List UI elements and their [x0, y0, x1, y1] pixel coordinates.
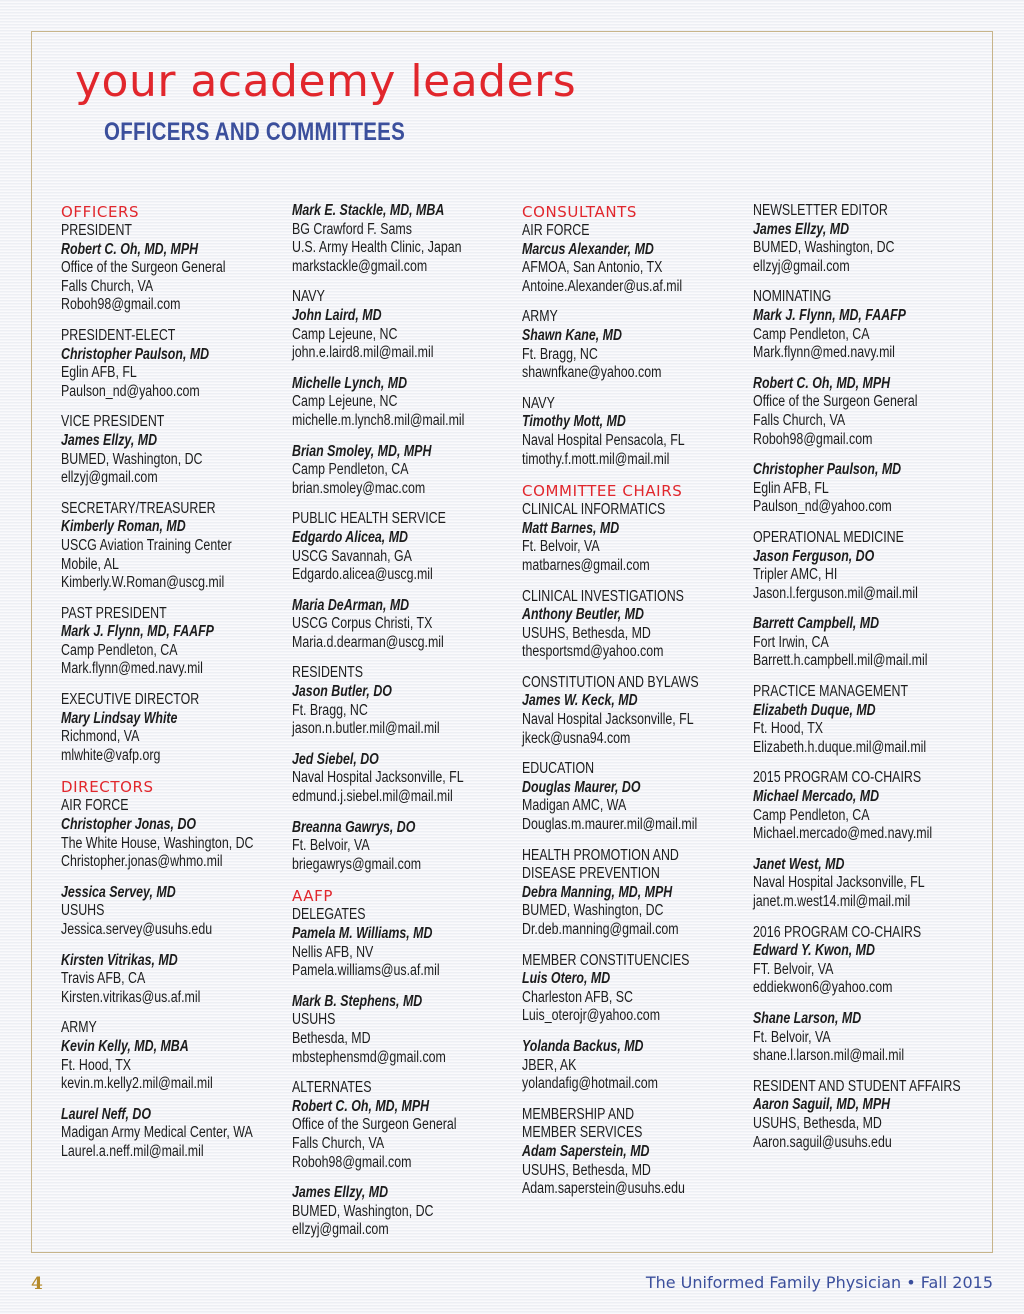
directory-entry [522, 674, 750, 748]
column-4 [753, 202, 981, 1164]
email-address: michelle.m.lynch8.mil@mail.mil [292, 411, 465, 429]
entry-detail: Nellis AFB, NV [292, 943, 374, 961]
position-title: ALTERNATES [292, 1079, 372, 1097]
member-name: Mark J. Flynn, MD, FAAFP [753, 306, 906, 324]
entry-detail: USUHS, Bethesda, MD [522, 1161, 651, 1179]
position-title: RESIDENT AND STUDENT AFFAIRS [753, 1077, 961, 1095]
email-address: shane.l.larson.mil@mail.mil [753, 1047, 905, 1065]
position-title: EXECUTIVE DIRECTOR [61, 691, 200, 709]
directory-entry [292, 597, 520, 653]
member-name: Robert C. Oh, MD, MPH [292, 1097, 430, 1115]
member-name: Jason Ferguson, DO [753, 547, 875, 565]
member-name: Marcus Alexander, MD [522, 240, 654, 258]
member-name: Kirsten Vitrikas, MD [61, 951, 178, 969]
email-address: ellzyj@gmail.com [292, 1221, 389, 1239]
position-title: PUBLIC HEALTH SERVICE [292, 510, 446, 528]
column-1 [61, 202, 289, 1174]
member-name: Yolanda Backus, MD [522, 1037, 644, 1055]
page-subtitle: OFFICERS AND COMMITTEES [104, 118, 406, 146]
directory-entry [292, 906, 520, 980]
directory-entry [61, 605, 289, 679]
directory-entry [61, 884, 289, 940]
member-name: James Ellzy, MD [753, 220, 850, 238]
member-name: Michelle Lynch, MD [292, 374, 408, 392]
entry-detail: USCG Aviation Training Center [61, 536, 232, 554]
directory-entry [522, 308, 750, 382]
email-address: john.e.laird8.mil@mail.mil [292, 344, 434, 362]
member-name: Shawn Kane, MD [522, 326, 622, 344]
email-address: Christopher.jonas@whmo.mil [61, 853, 223, 871]
email-address: Adam.saperstein@usuhs.edu [522, 1180, 685, 1198]
entry-detail: Camp Lejeune, NC [292, 393, 398, 411]
member-name: Anthony Beutler, MD [522, 606, 644, 624]
directory-entry [61, 327, 289, 401]
member-name: James Ellzy, MD [61, 431, 158, 449]
section-heading: OFFICERS [61, 203, 140, 221]
entry-detail: Madigan Army Medical Center, WA [61, 1124, 253, 1142]
entry-detail: Camp Pendleton, CA [753, 325, 870, 343]
position-title: CLINICAL INVESTIGATIONS [522, 587, 684, 605]
email-address: brian.smoley@mac.com [292, 479, 426, 497]
email-address: Luis_oterojr@yahoo.com [522, 1007, 661, 1025]
email-address: shawnfkane@yahoo.com [522, 364, 662, 382]
entry-detail: JBER, AK [522, 1056, 577, 1074]
entry-detail: Ft. Belvoir, VA [292, 837, 370, 855]
position-title: SECRETARY/TREASURER [61, 499, 216, 517]
entry-detail: Falls Church, VA [292, 1134, 385, 1152]
email-address: Laurel.a.neff.mil@mail.mil [61, 1142, 204, 1160]
email-address: Paulson_nd@yahoo.com [61, 382, 200, 400]
position-title: NAVY [292, 288, 325, 306]
section-heading: COMMITTEE CHAIRS [522, 482, 683, 501]
entry-detail: Richmond, VA [61, 728, 140, 746]
email-address: markstackle@gmail.com [292, 257, 428, 275]
directory-entry [292, 664, 520, 738]
position-title: DISEASE PREVENTION [522, 865, 660, 883]
directory-entry [522, 588, 750, 662]
member-name: Pamela M. Williams, MD [292, 925, 433, 942]
member-name: Elizabeth Duque, MD [753, 701, 876, 719]
directory-entry [292, 375, 520, 431]
email-address: Pamela.williams@us.af.mil [292, 962, 440, 980]
entry-detail: BG Crawford F. Sams [292, 220, 412, 238]
position-title: PRACTICE MANAGEMENT [753, 683, 909, 701]
member-name: Jed Siebel, DO [292, 750, 379, 768]
directory-entry [522, 395, 750, 469]
directory-entry [522, 760, 750, 834]
directory-entry [753, 856, 981, 912]
email-address: eddiekwon6@yahoo.com [753, 979, 893, 997]
email-address: Kimberly.W.Roman@uscg.mil [61, 574, 225, 592]
email-address: Maria.d.dearman@uscg.mil [292, 633, 444, 651]
directory-entry [753, 288, 981, 362]
email-address: briegawrys@gmail.com [292, 855, 422, 873]
entry-detail: Tripler AMC, HI [753, 566, 838, 584]
directory-entry [61, 797, 289, 871]
directory-entry [753, 461, 981, 517]
entry-detail: Ft. Bragg, NC [292, 701, 368, 719]
email-address: Michael.mercado@med.navy.mil [753, 825, 933, 843]
entry-detail: Ft. Bragg, NC [522, 345, 598, 363]
entry-detail: Falls Church, VA [753, 411, 846, 429]
email-address: Elizabeth.h.duque.mil@mail.mil [753, 738, 927, 756]
position-title: 2016 PROGRAM CO-CHAIRS [753, 923, 922, 941]
email-address: Roboh98@gmail.com [753, 430, 873, 448]
email-address: yolandafig@hotmail.com [522, 1075, 658, 1093]
member-name: Brian Smoley, MD, MPH [292, 442, 432, 460]
member-name: Mary Lindsay White [61, 709, 178, 727]
directory-entry [61, 1019, 289, 1093]
position-title: HEALTH PROMOTION AND [522, 846, 679, 864]
directory-entry [522, 952, 750, 1026]
directory-entry [753, 769, 981, 843]
entry-detail: BUMED, Washington, DC [753, 239, 895, 257]
directory-entry [753, 683, 981, 757]
member-name: James W. Keck, MD [522, 692, 638, 710]
email-address: Dr.deb.manning@gmail.com [522, 921, 679, 938]
member-name: Mark J. Flynn, MD, FAAFP [61, 623, 214, 641]
member-name: Jessica Servey, MD [61, 883, 176, 901]
entry-detail: Camp Pendleton, CA [61, 641, 178, 659]
directory-entry [522, 501, 750, 575]
position-title: MEMBERSHIP AND [522, 1105, 635, 1123]
position-title: PRESIDENT-ELECT [61, 326, 176, 344]
directory-entry [753, 375, 981, 449]
entry-detail: U.S. Army Health Clinic, Japan [292, 239, 462, 257]
entry-detail: Camp Pendleton, CA [753, 806, 870, 824]
entry-detail: Charleston AFB, SC [522, 988, 633, 1006]
position-title: NEWSLETTER EDITOR [753, 202, 888, 219]
email-address: edmund.j.siebel.mil@mail.mil [292, 788, 453, 806]
directory-entry [292, 288, 520, 362]
directory-entry [292, 993, 520, 1067]
email-address: Aaron.saguil@usuhs.edu [753, 1133, 892, 1151]
email-address: timothy.f.mott.mil@mail.mil [522, 450, 670, 468]
entry-detail: Office of the Surgeon General [753, 393, 918, 411]
email-address: jkeck@usna94.com [522, 729, 631, 747]
entry-detail: Office of the Surgeon General [61, 259, 226, 277]
directory-entry [753, 615, 981, 671]
entry-detail: BUMED, Washington, DC [292, 1202, 434, 1220]
email-address: mbstephensmd@gmail.com [292, 1048, 446, 1066]
email-address: Paulson_nd@yahoo.com [753, 498, 892, 516]
entry-detail: Bethesda, MD [292, 1029, 371, 1047]
directory-entry [753, 529, 981, 603]
directory-entry [61, 413, 289, 487]
entry-detail: Camp Pendleton, CA [292, 461, 409, 479]
member-name: Kevin Kelly, MD, MBA [61, 1037, 189, 1055]
position-title: NAVY [522, 394, 555, 412]
directory-entry [753, 202, 981, 276]
member-name: Matt Barnes, MD [522, 519, 620, 537]
member-name: Kimberly Roman, MD [61, 518, 186, 536]
position-title: ARMY [522, 308, 558, 326]
member-name: Edward Y. Kwon, MD [753, 942, 875, 960]
entry-detail: Naval Hospital Jacksonville, FL [522, 711, 694, 729]
entry-detail: USCG Savannah, GA [292, 547, 412, 565]
member-name: Christopher Paulson, MD [753, 461, 902, 479]
email-address: Jessica.servey@usuhs.edu [61, 921, 213, 938]
entry-detail: BUMED, Washington, DC [522, 902, 664, 920]
position-title: AIR FORCE [61, 797, 129, 815]
footer-publication: The Uniformed Family Physician • Fall 2015 [645, 1273, 993, 1292]
position-title: RESIDENTS [292, 664, 363, 682]
entry-detail: Naval Hospital Jacksonville, FL [753, 874, 925, 892]
entry-detail: AFMOA, San Antonio, TX [522, 259, 663, 277]
position-title: EDUCATION [522, 760, 595, 778]
position-title: CLINICAL INFORMATICS [522, 501, 666, 519]
member-name: Aaron Saguil, MD, MPH [753, 1096, 891, 1114]
email-address: Antoine.Alexander@us.af.mil [522, 277, 683, 295]
member-name: Luis Otero, MD [522, 970, 611, 988]
member-name: Douglas Maurer, DO [522, 778, 641, 796]
entry-detail: Ft. Belvoir, VA [753, 1028, 831, 1046]
directory-entry [292, 510, 520, 584]
email-address: ellzyj@gmail.com [753, 257, 850, 275]
entry-detail: USCG Corpus Christi, TX [292, 615, 433, 633]
directory-entry [522, 1106, 750, 1199]
member-name: Jason Butler, DO [292, 683, 392, 701]
member-name: Mark B. Stephens, MD [292, 992, 423, 1010]
email-address: ellzyj@gmail.com [61, 469, 158, 487]
member-name: Edgardo Alicea, MD [292, 528, 408, 546]
email-address: Jason.l.ferguson.mil@mail.mil [753, 584, 918, 602]
email-address: Kirsten.vitrikas@us.af.mil [61, 988, 201, 1006]
member-name: Barrett Campbell, MD [753, 615, 880, 633]
member-name: Janet West, MD [753, 855, 845, 873]
position-title: PAST PRESIDENT [61, 604, 167, 622]
position-title: MEMBER SERVICES [522, 1124, 643, 1142]
entry-detail: Falls Church, VA [61, 277, 154, 295]
entry-detail: USUHS, Bethesda, MD [753, 1114, 882, 1132]
entry-detail: Ft. Hood, TX [753, 720, 824, 738]
member-name: Mark E. Stackle, MD, MBA [292, 202, 445, 219]
member-name: Debra Manning, MD, MPH [522, 883, 673, 901]
directory-entry [292, 751, 520, 807]
email-address: jason.n.butler.mil@mail.mil [292, 720, 440, 738]
directory-entry [522, 222, 750, 296]
column-3 [522, 202, 750, 1211]
column-2 [292, 202, 520, 1252]
position-title: AIR FORCE [522, 222, 590, 239]
email-address: Edgardo.alicea@uscg.mil [292, 566, 433, 584]
directory-entry [753, 1010, 981, 1066]
entry-detail: Camp Lejeune, NC [292, 325, 398, 343]
directory-entry [61, 500, 289, 593]
member-name: John Laird, MD [292, 306, 382, 324]
entry-detail: The White House, Washington, DC [61, 834, 254, 852]
directory-entry [61, 222, 289, 315]
directory-entry [292, 819, 520, 875]
member-name: Michael Mercado, MD [753, 788, 880, 806]
email-address: mlwhite@vafp.org [61, 746, 161, 764]
entry-detail: FT. Belvoir, VA [753, 960, 834, 978]
entry-detail: Travis AFB, CA [61, 970, 146, 988]
directory-entry [753, 1078, 981, 1152]
email-address: Douglas.m.maurer.mil@mail.mil [522, 816, 698, 834]
entry-detail: Ft. Hood, TX [61, 1056, 132, 1074]
entry-detail: Eglin AFB, FL [61, 364, 137, 382]
position-title: CONSTITUTION AND BYLAWS [522, 673, 699, 691]
entry-detail: Ft. Belvoir, VA [522, 538, 600, 556]
directory-entry [753, 924, 981, 998]
directory-entry [292, 443, 520, 499]
directory-entry [292, 202, 520, 276]
email-address: thesportsmd@yahoo.com [522, 643, 664, 661]
member-name: Breanna Gawrys, DO [292, 818, 416, 836]
entry-detail: Eglin AFB, FL [753, 479, 829, 497]
directory-entry [292, 1184, 520, 1240]
email-address: kevin.m.kelly2.mil@mail.mil [61, 1075, 213, 1093]
email-address: matbarnes@gmail.com [522, 556, 650, 574]
position-title: 2015 PROGRAM CO-CHAIRS [753, 769, 922, 787]
entry-detail: Office of the Surgeon General [292, 1116, 457, 1134]
entry-detail: Mobile, AL [61, 555, 119, 573]
member-name: Timothy Mott, MD [522, 413, 626, 431]
member-name: Maria DeArman, MD [292, 596, 410, 614]
email-address: Mark.flynn@med.navy.mil [753, 344, 895, 362]
position-title: DELEGATES [292, 906, 366, 924]
email-address: Barrett.h.campbell.mil@mail.mil [753, 652, 928, 670]
email-address: Mark.flynn@med.navy.mil [61, 660, 203, 678]
position-title: ARMY [61, 1019, 97, 1037]
directory-entry [61, 691, 289, 765]
position-title: VICE PRESIDENT [61, 413, 165, 431]
directory-entry [522, 1038, 750, 1094]
member-name: Adam Saperstein, MD [522, 1142, 650, 1160]
position-title: MEMBER CONSTITUENCIES [522, 951, 690, 969]
entry-detail: Naval Hospital Jacksonville, FL [292, 769, 464, 787]
email-address: Roboh98@gmail.com [61, 296, 181, 314]
entry-detail: Madigan AMC, WA [522, 797, 627, 815]
section-heading: AAFP [292, 887, 334, 906]
entry-detail: USUHS, Bethesda, MD [522, 624, 651, 642]
entry-detail: Naval Hospital Pensacola, FL [522, 431, 685, 449]
email-address: Roboh98@gmail.com [292, 1153, 412, 1171]
section-heading: CONSULTANTS [522, 203, 638, 221]
member-name: James Ellzy, MD [292, 1184, 389, 1202]
entry-detail: Fort Irwin, CA [753, 633, 829, 651]
member-name: Robert C. Oh, MD, MPH [61, 240, 199, 258]
member-name: Robert C. Oh, MD, MPH [753, 374, 891, 392]
position-title: PRESIDENT [61, 222, 132, 239]
page-number: 4 [31, 1274, 43, 1294]
directory-entry [61, 952, 289, 1008]
page-title: your academy leaders [75, 56, 577, 107]
directory-entry [61, 1106, 289, 1162]
member-name: Christopher Jonas, DO [61, 816, 197, 834]
entry-detail: USUHS [292, 1011, 336, 1029]
member-name: Shane Larson, MD [753, 1009, 862, 1027]
email-address: janet.m.west14.mil@mail.mil [753, 893, 911, 910]
member-name: Laurel Neff, DO [61, 1105, 152, 1123]
section-heading: DIRECTORS [61, 778, 154, 797]
entry-detail: BUMED, Washington, DC [61, 450, 203, 468]
member-name: Christopher Paulson, MD [61, 345, 210, 363]
directory-entry [522, 847, 750, 940]
position-title: NOMINATING [753, 288, 832, 306]
position-title: OPERATIONAL MEDICINE [753, 528, 904, 546]
directory-entry [292, 1079, 520, 1172]
entry-detail: USUHS [61, 902, 105, 920]
